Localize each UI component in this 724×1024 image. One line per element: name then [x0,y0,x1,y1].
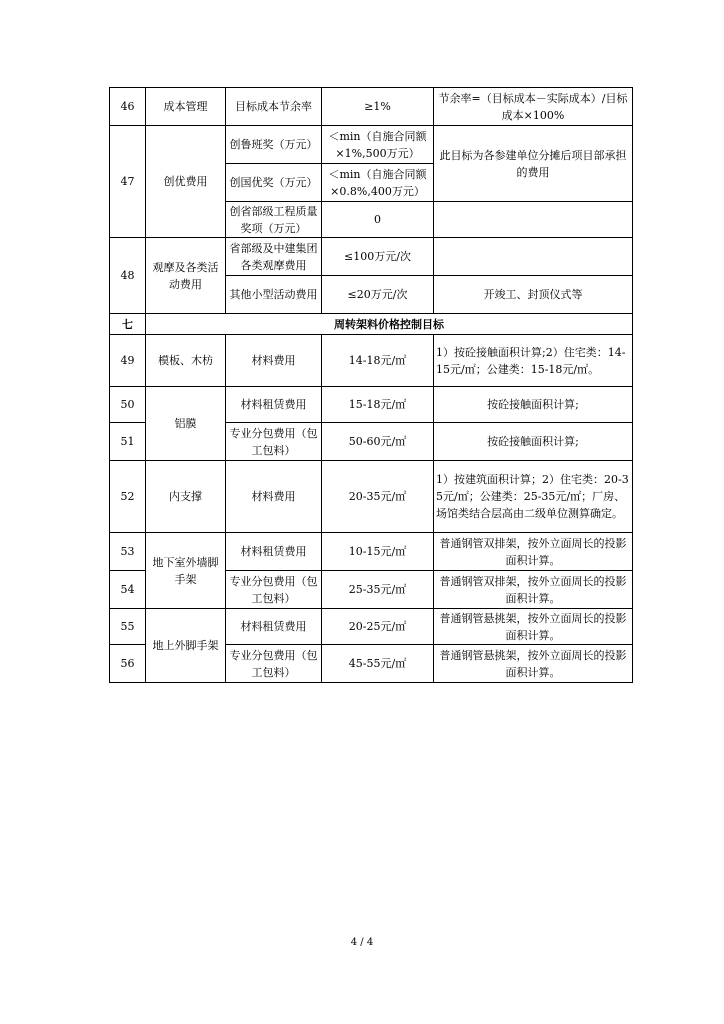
sub-item: 目标成本节余率 [226,88,322,126]
page-number: 4 / 4 [350,937,374,948]
target-value: 25-35元/㎡ [322,571,434,609]
section-title: 周转架料价格控制目标 [146,314,633,335]
table-row [110,461,633,533]
remark: 开竣工、封顶仪式等 [434,276,633,314]
table-row [110,335,633,387]
target-value: 10-15元/㎡ [322,533,434,571]
item-name: 地下室外墙脚手架 [146,533,226,609]
target-value: 20-25元/㎡ [322,609,434,645]
target-value: 50-60元/㎡ [322,423,434,461]
item-name: 铝膜 [146,387,226,461]
target-value: ＜min（自施合同额×0.8%,400万元） [322,164,434,202]
remark: 此目标为各参建单位分摊后项目部承担的费用 [434,126,633,202]
remark: 1）按建筑面积计算；2）住宅类：20-35元/㎡；公建类：25-35元/㎡；厂房、场馆类结合层高由二级单位测算确定。 [434,461,633,533]
sub-item: 材料租赁费用 [226,609,322,645]
section-row [110,314,633,335]
sub-item: 专业分包费用（包工包料） [226,645,322,683]
remark: 1）按砼接触面积计算;2）住宅类：14-15元/㎡；公建类：15-18元/㎡。 [434,335,633,387]
target-value: 15-18元/㎡ [322,387,434,423]
table-row [110,533,633,571]
table-row [110,238,633,276]
sub-item: 创鲁班奖（万元） [226,126,322,164]
remark: 普通钢管双排架，按外立面周长的投影面积计算。 [434,571,633,609]
remark: 普通钢管悬挑架，按外立面周长的投影面积计算。 [434,645,633,683]
target-value: ≥1% [322,88,434,126]
sub-item: 材料租赁费用 [226,387,322,423]
sub-item: 创国优奖（万元） [226,164,322,202]
sub-item: 专业分包费用（包工包料） [226,423,322,461]
sub-item: 省部级及中建集团各类观摩费用 [226,238,322,276]
table-row [110,88,633,126]
item-name: 成本管理 [146,88,226,126]
sub-item: 材料费用 [226,461,322,533]
row-number: 51 [110,423,146,461]
target-value: 14-18元/㎡ [322,335,434,387]
cost-target-table [109,87,633,683]
target-value: 0 [322,202,434,238]
remark: 普通钢管悬挑架，按外立面周长的投影面积计算。 [434,609,633,645]
row-number: 56 [110,645,146,683]
row-number: 50 [110,387,146,423]
remark: 按砼接触面积计算; [434,387,633,423]
remark [434,238,633,276]
row-number: 46 [110,88,146,126]
row-number: 48 [110,238,146,314]
remark: 普通钢管双排架，按外立面周长的投影面积计算。 [434,533,633,571]
row-number: 55 [110,609,146,645]
target-value: ≤20万元/次 [322,276,434,314]
item-name: 观摩及各类活动费用 [146,238,226,314]
remark: 按砼接触面积计算; [434,423,633,461]
row-number: 47 [110,126,146,238]
target-value: 20-35元/㎡ [322,461,434,533]
item-name: 内支撑 [146,461,226,533]
sub-item: 材料租赁费用 [226,533,322,571]
sub-item: 其他小型活动费用 [226,276,322,314]
table-row [110,609,633,645]
remark: 节余率=（目标成本－实际成本）/目标成本×100% [434,88,633,126]
row-number: 54 [110,571,146,609]
item-name: 创优费用 [146,126,226,238]
sub-item: 材料费用 [226,335,322,387]
row-number: 49 [110,335,146,387]
row-number: 53 [110,533,146,571]
table-row [110,387,633,423]
table-row [110,126,633,164]
row-number: 52 [110,461,146,533]
sub-item: 专业分包费用（包工包料） [226,571,322,609]
sub-item: 创省部级工程质量奖项（万元） [226,202,322,238]
item-name: 模板、木枋 [146,335,226,387]
target-value: 45-55元/㎡ [322,645,434,683]
section-number: 七 [110,314,146,335]
target-value: ≤100万元/次 [322,238,434,276]
item-name: 地上外脚手架 [146,609,226,683]
target-value: ＜min（自施合同额×1%,500万元） [322,126,434,164]
remark [434,202,633,238]
